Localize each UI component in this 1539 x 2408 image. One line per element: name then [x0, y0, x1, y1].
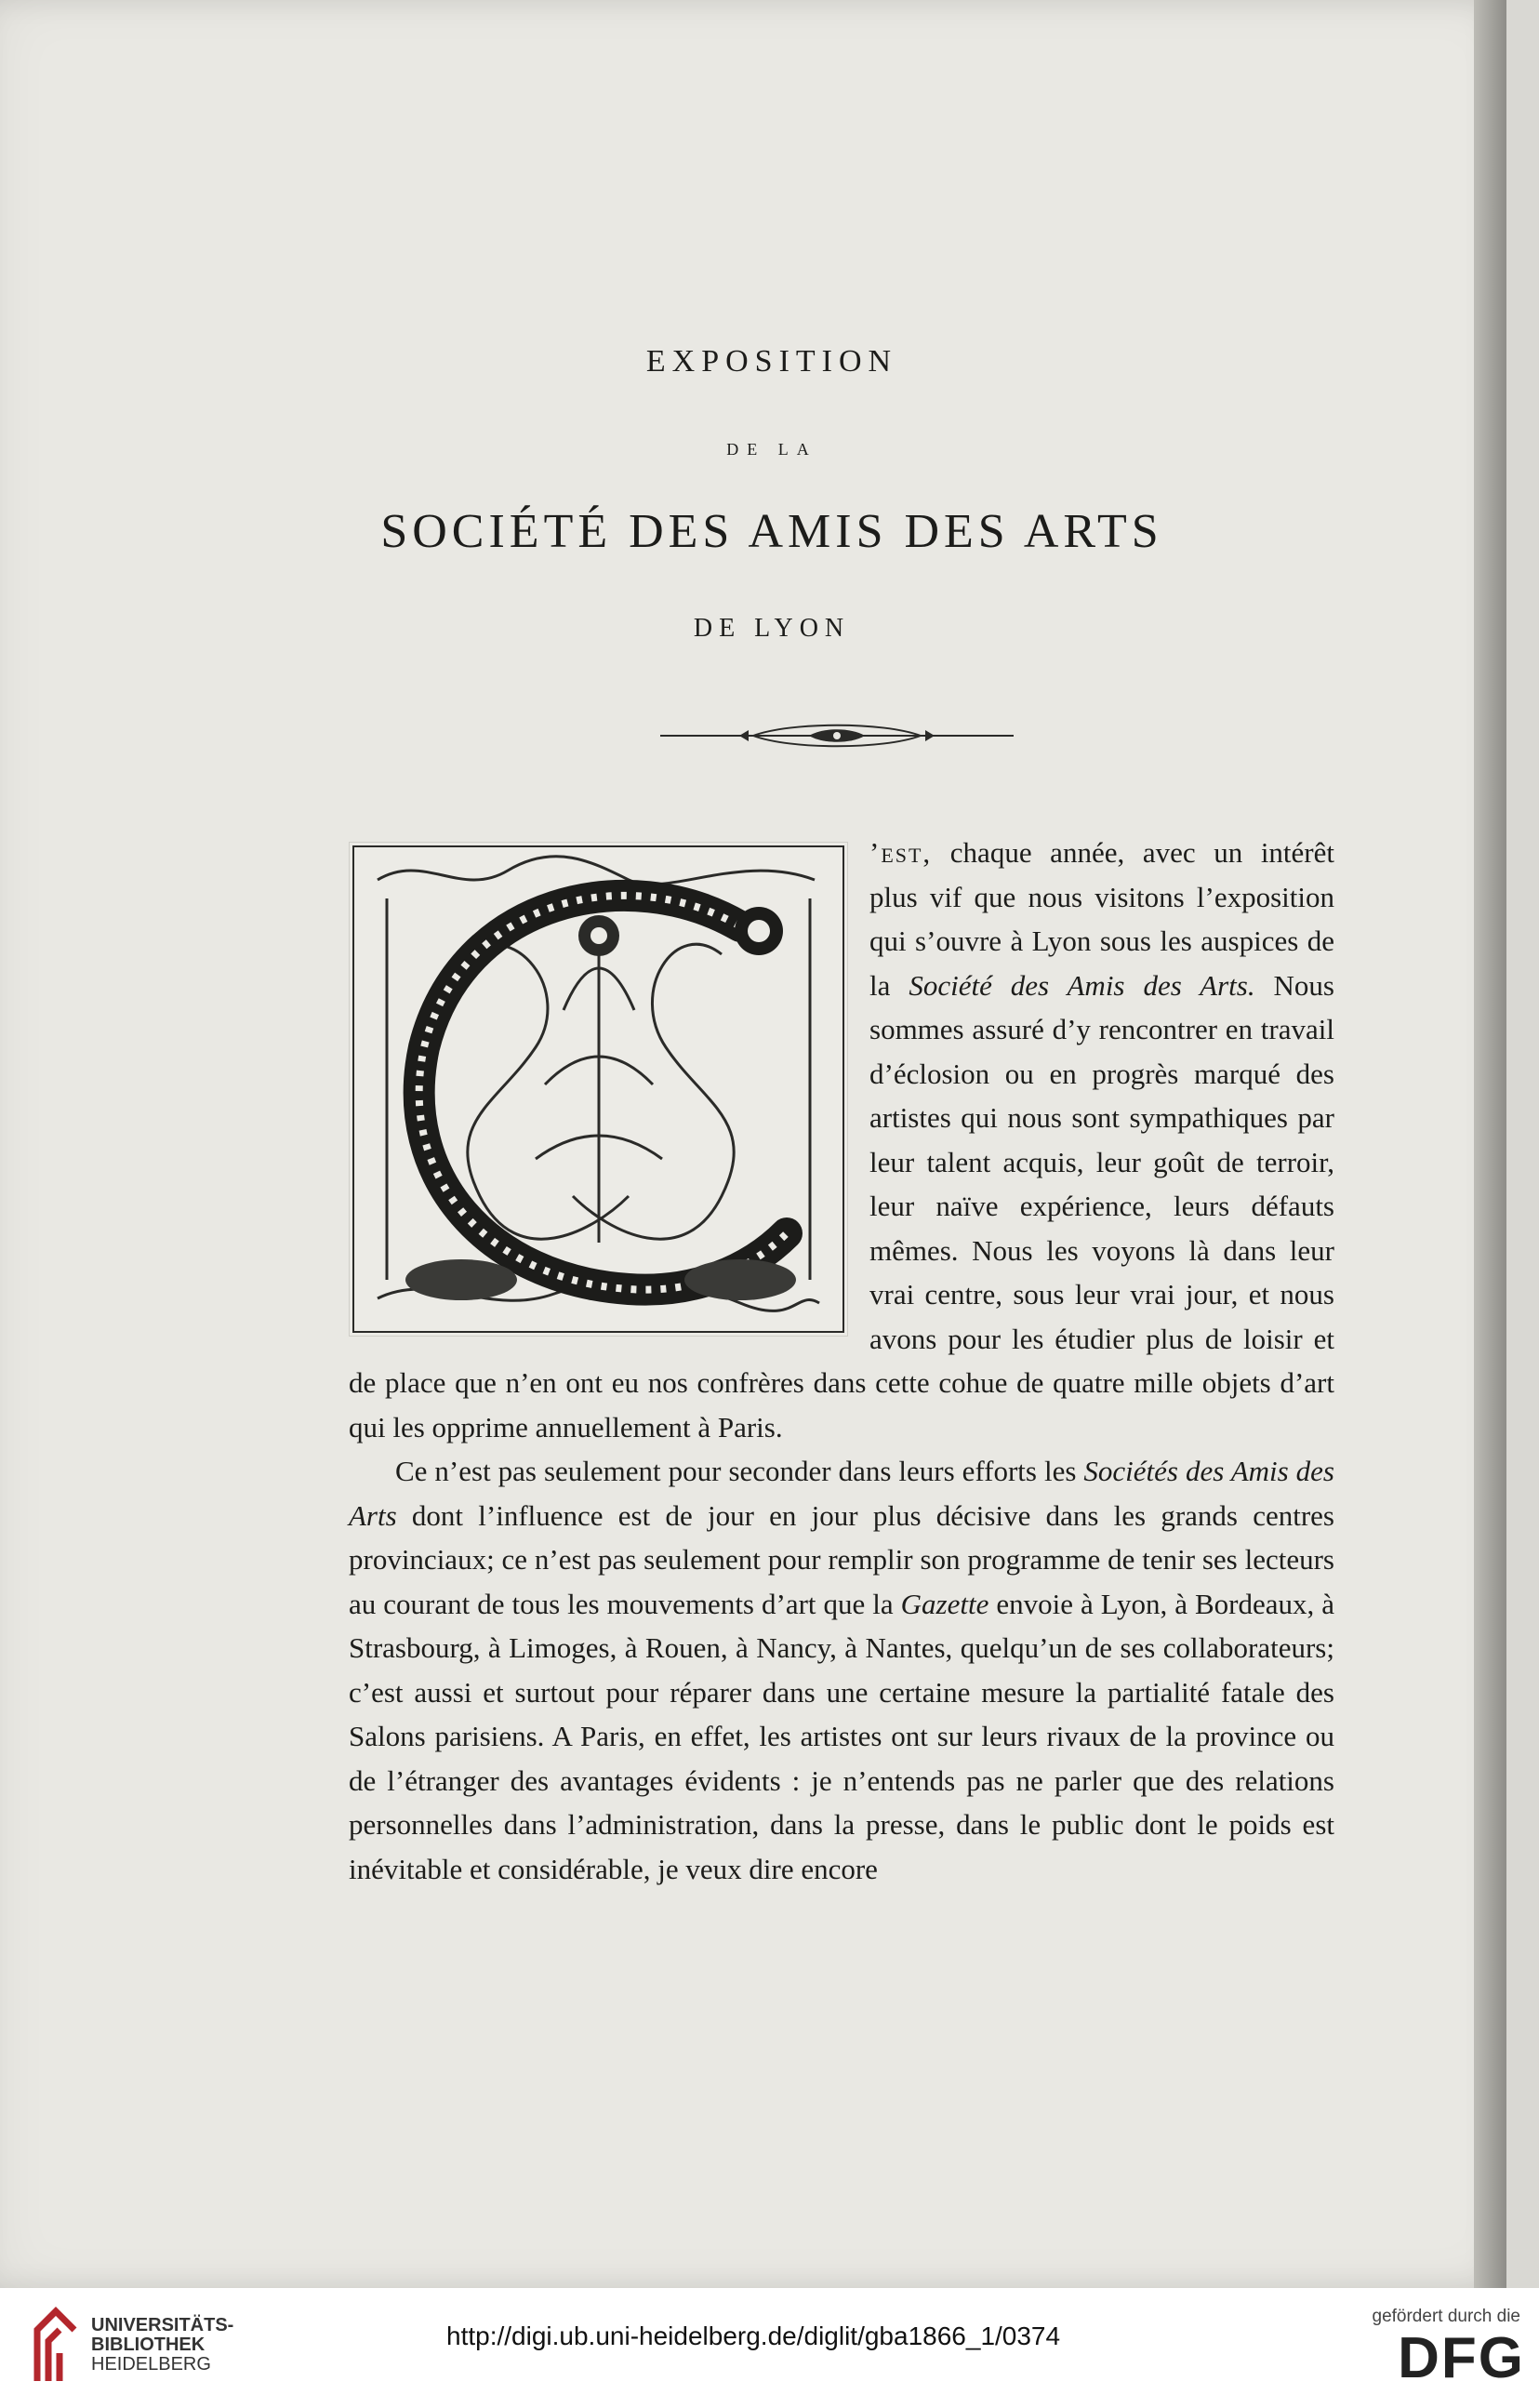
library-name-line-3: HEIDELBERG — [91, 2354, 211, 2375]
ornamental-rule — [651, 722, 1023, 750]
dfg-logo: DFG — [1398, 2326, 1525, 2390]
heading-exposition: EXPOSITION — [645, 344, 898, 379]
permalink-url[interactable]: http://digi.ub.uni-heidelberg.de/diglit/gba1866_1/0374 — [446, 2322, 1061, 2350]
library-name-line-1: UNIVERSITÄTS- — [91, 2315, 234, 2335]
university-library-name — [91, 2316, 233, 2375]
paragraph-2-text-b: dont l’influence est de jour en jour plus décisive dans les grands centres provinciaux; ce n’est pas seulement pour remplir son programme de tenir ses lecteurs au courant de tous les mouvements d’art que la — [349, 1498, 1334, 1620]
funded-by-label: gefördert durch die — [1372, 2307, 1520, 2326]
paragraph-2-italic-b: Gazette — [900, 1587, 989, 1620]
university-library-logo-icon — [28, 2302, 84, 2390]
library-name-line-2: BIBLIOTHEK — [91, 2335, 206, 2355]
heading-de-lyon: DE LYON — [693, 614, 851, 643]
dropcap-spacer — [349, 831, 869, 1337]
dropcap-continuation: ’est, — [869, 836, 933, 869]
paragraph-1-italic: Société des Amis des Arts. — [909, 968, 1255, 1002]
paragraph-2-italic-a: Sociétés des Amis des Arts — [349, 1455, 1334, 1532]
paragraph-2 — [349, 1449, 1334, 1891]
article-body — [349, 831, 1334, 1891]
paragraph-1 — [349, 831, 1334, 1449]
heading-de-la: DE LA — [726, 440, 817, 459]
paragraph-2-text-c: envoie à Lyon, à Bordeaux, à Strasbourg, à Limoges, à Rouen, à Nancy, à Nantes, quelqu’un de ses collaborateurs; c’est aussi et surtout pour réparer dans une certaine mesure la partialité fatale des Salons parisiens. A Paris, en effet, les artistes ont sur leurs rivaux de la province ou de l’étranger des avantages évidents : je n’entends pas ne parler que des relations personnelles dans l’administration, dans la presse, dans le public dont le poids est inévitable et considérable, je veux dire encore — [349, 1587, 1334, 1885]
page-gutter-shadow — [1474, 0, 1506, 2288]
heading-societe: SOCIÉTÉ DES AMIS DES ARTS — [380, 505, 1163, 558]
paragraph-2-text-a: Ce n’est pas seulement pour seconder dans leurs efforts les — [395, 1455, 1084, 1487]
paragraph-1-text-a: chaque année, avec un intérêt plus vif que nous visitons l’exposition qui s’ouvre à Lyon sous les auspices de la — [869, 836, 1334, 1002]
paragraph-1-text-b: Nous sommes assuré d’y rencontrer en travail d’éclosion ou en progrès marqué des artistes qui nous sont sympathiques par leur talent acquis, leur goût de terroir, leur naïve expérience, leurs défauts mêmes. Nous les voyons là dans leur vrai centre, sous leur vrai jour, et nous avons pour les étudier plus de loisir et de place que n’en ont eu nos confrères dans cette cohue de quatre mille objets d’art qui les opprime annuellement à Paris. — [349, 968, 1334, 1443]
